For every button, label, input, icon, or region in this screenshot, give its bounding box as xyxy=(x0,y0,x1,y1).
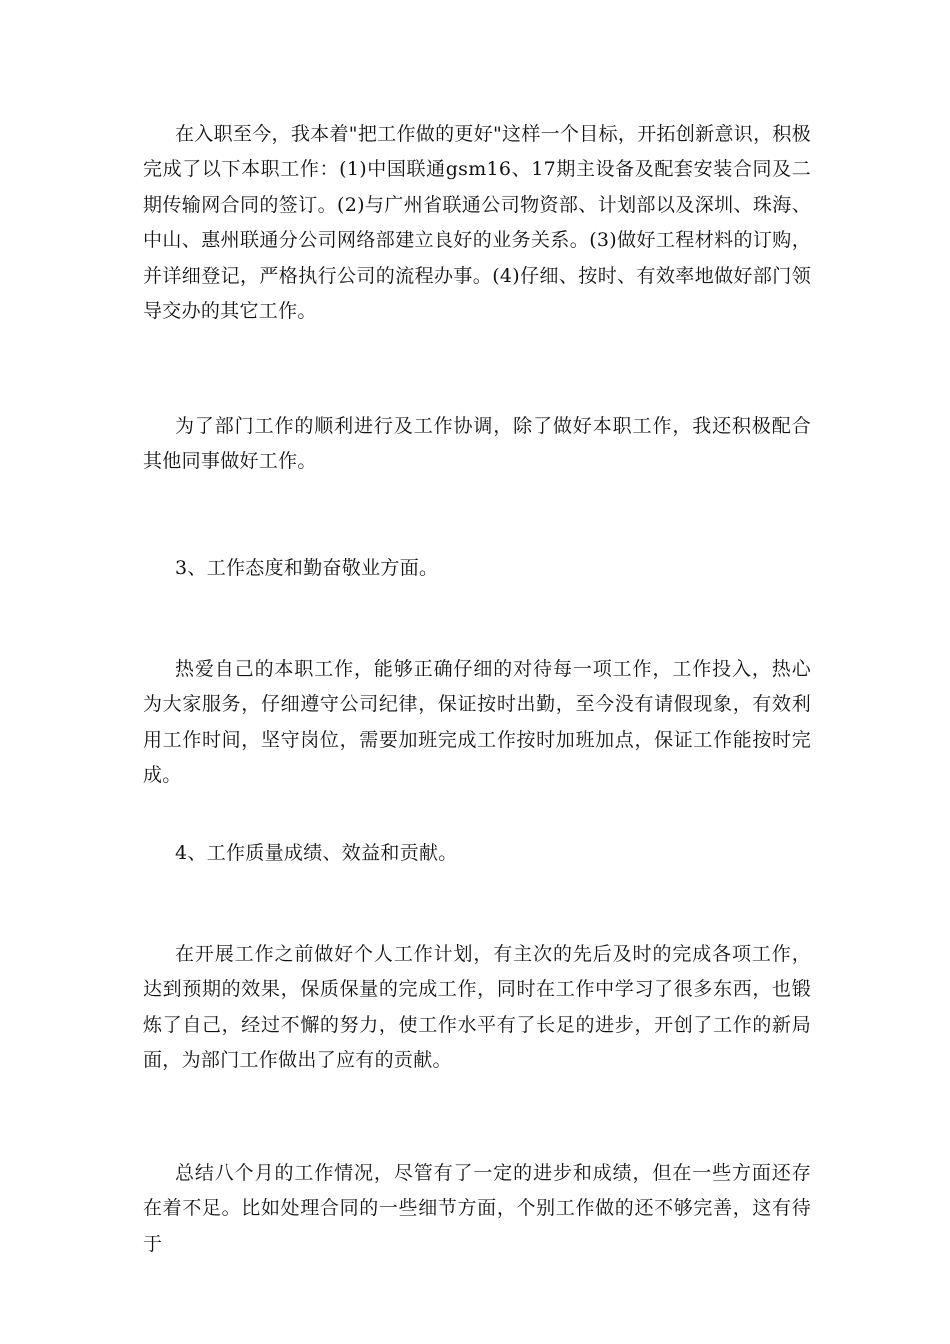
paragraph-5: 总结八个月的工作情况，尽管有了一定的进步和成绩，但在一些方面还存在着不足。比如处理合同的一些细节方面，个别工作做的还不够完善，这有待于 xyxy=(143,1162,811,1255)
paragraph-1: 在入职至今，我本着"把工作做的更好"这样一个目标，开拓创新意识，积极完成了以下本职工作：(1)中国联通gsm16、17期主设备及配套安装合同及二期传输网合同的签订。(2)与广州省联通公司物资部、计划部以及深圳、珠海、中山、惠州联通分公司网络部建立良好的业务关系。(3)做好工程材料的订购，并详细登记，严格执行公司的流程办事。(4)仔细、按时、有效率地做好部门领导交办的其它工作。 xyxy=(143,123,811,323)
section-heading-3: 3、工作态度和勤奋敬业方面。 xyxy=(175,557,439,579)
section-heading-4: 4、工作质量成绩、效益和贡献。 xyxy=(175,842,458,864)
paragraph-4: 在开展工作之前做好个人工作计划，有主次的先后及时的完成各项工作，达到预期的效果，保质保量的完成工作，同时在工作中学习了很多东西，也锻炼了自己，经过不懈的努力，使工作水平有了长足的进步，开创了工作的新局面，为部门工作做出了应有的贡献。 xyxy=(143,943,811,1072)
paragraph-3: 热爱自己的本职工作，能够正确仔细的对待每一项工作，工作投入，热心为大家服务，仔细遵守公司纪律，保证按时出勤，至今没有请假现象，有效利用工作时间，坚守岗位，需要加班完成工作按时加班加点，保证工作能按时完成。 xyxy=(143,658,811,787)
paragraph-2: 为了部门工作的顺利进行及工作协调，除了做好本职工作，我还积极配合其他同事做好工作。 xyxy=(143,415,811,473)
